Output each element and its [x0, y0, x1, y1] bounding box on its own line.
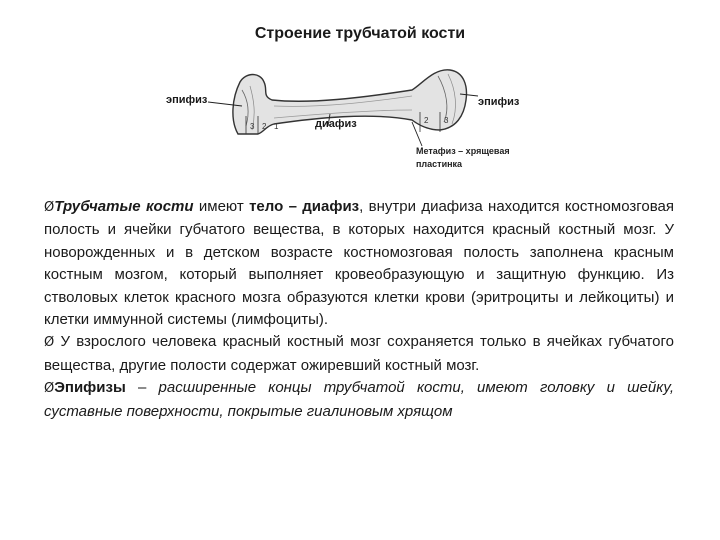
number-left-3: 1 — [274, 122, 279, 131]
tubular-bone-illustration — [150, 60, 590, 200]
label-epiphysis-left: эпифиз — [166, 94, 208, 106]
number-right-2: 3 — [444, 116, 449, 125]
paragraph-epiphyses — [44, 377, 674, 423]
bone-figure — [150, 60, 590, 200]
arrow-bullet-icon: Ø — [44, 381, 55, 397]
epiphyses-definition: расширенные концы трубчатой кости, имеют головку и шейку, суставные поверхности, покрытые гиалиновым хрящом — [44, 379, 674, 420]
label-diaphysis: диафиз — [315, 118, 357, 130]
paragraph-tubular-bones — [44, 196, 674, 331]
number-left-1: 3 — [250, 122, 255, 131]
body-text — [44, 196, 674, 423]
term-diaphysis: тело – диафиз — [249, 198, 360, 215]
arrow-bullet-icon: Ø — [44, 335, 55, 351]
number-left-2: 2 — [262, 122, 267, 131]
paragraph-adult-marrow — [44, 331, 674, 377]
paragraph1-text-b: , внутри диафиза находится костномозговая полость и ячейки губчатого вещества, в которых находится красный костный мозг. У новорожденных и в детском возрасте костномозговая полость заполнена красным костным мозгом, который выполняет кровеобразующую и защитную функцию. Из стволовых клеток красного мозга образуются клетки крови (эритроциты и лейкоциты) и клетки иммунной системы (лимфоциты). — [44, 198, 674, 329]
label-metaphysis-line1: Метафиз – хрящевая — [416, 146, 510, 156]
paragraph1-text-a: имеют — [193, 198, 250, 215]
number-right-1: 2 — [424, 116, 429, 125]
arrow-bullet-icon: Ø — [44, 200, 55, 215]
term-tubular-bones: Трубчатые кости — [54, 198, 194, 215]
label-epiphysis-right: эпифиз — [478, 96, 520, 108]
label-metaphysis — [416, 145, 510, 171]
paragraph2-text: У взрослого человека красный костный мозг сохраняется только в ячейках губчатого вещества, другие полости содержат ожиревший костный мозг. — [44, 333, 674, 374]
term-epiphyses: Эпифизы — [54, 379, 126, 397]
label-metaphysis-line2: пластинка — [416, 159, 463, 169]
paragraph3-dash: – — [125, 379, 159, 397]
page-title: Строение трубчатой кости — [254, 25, 466, 42]
